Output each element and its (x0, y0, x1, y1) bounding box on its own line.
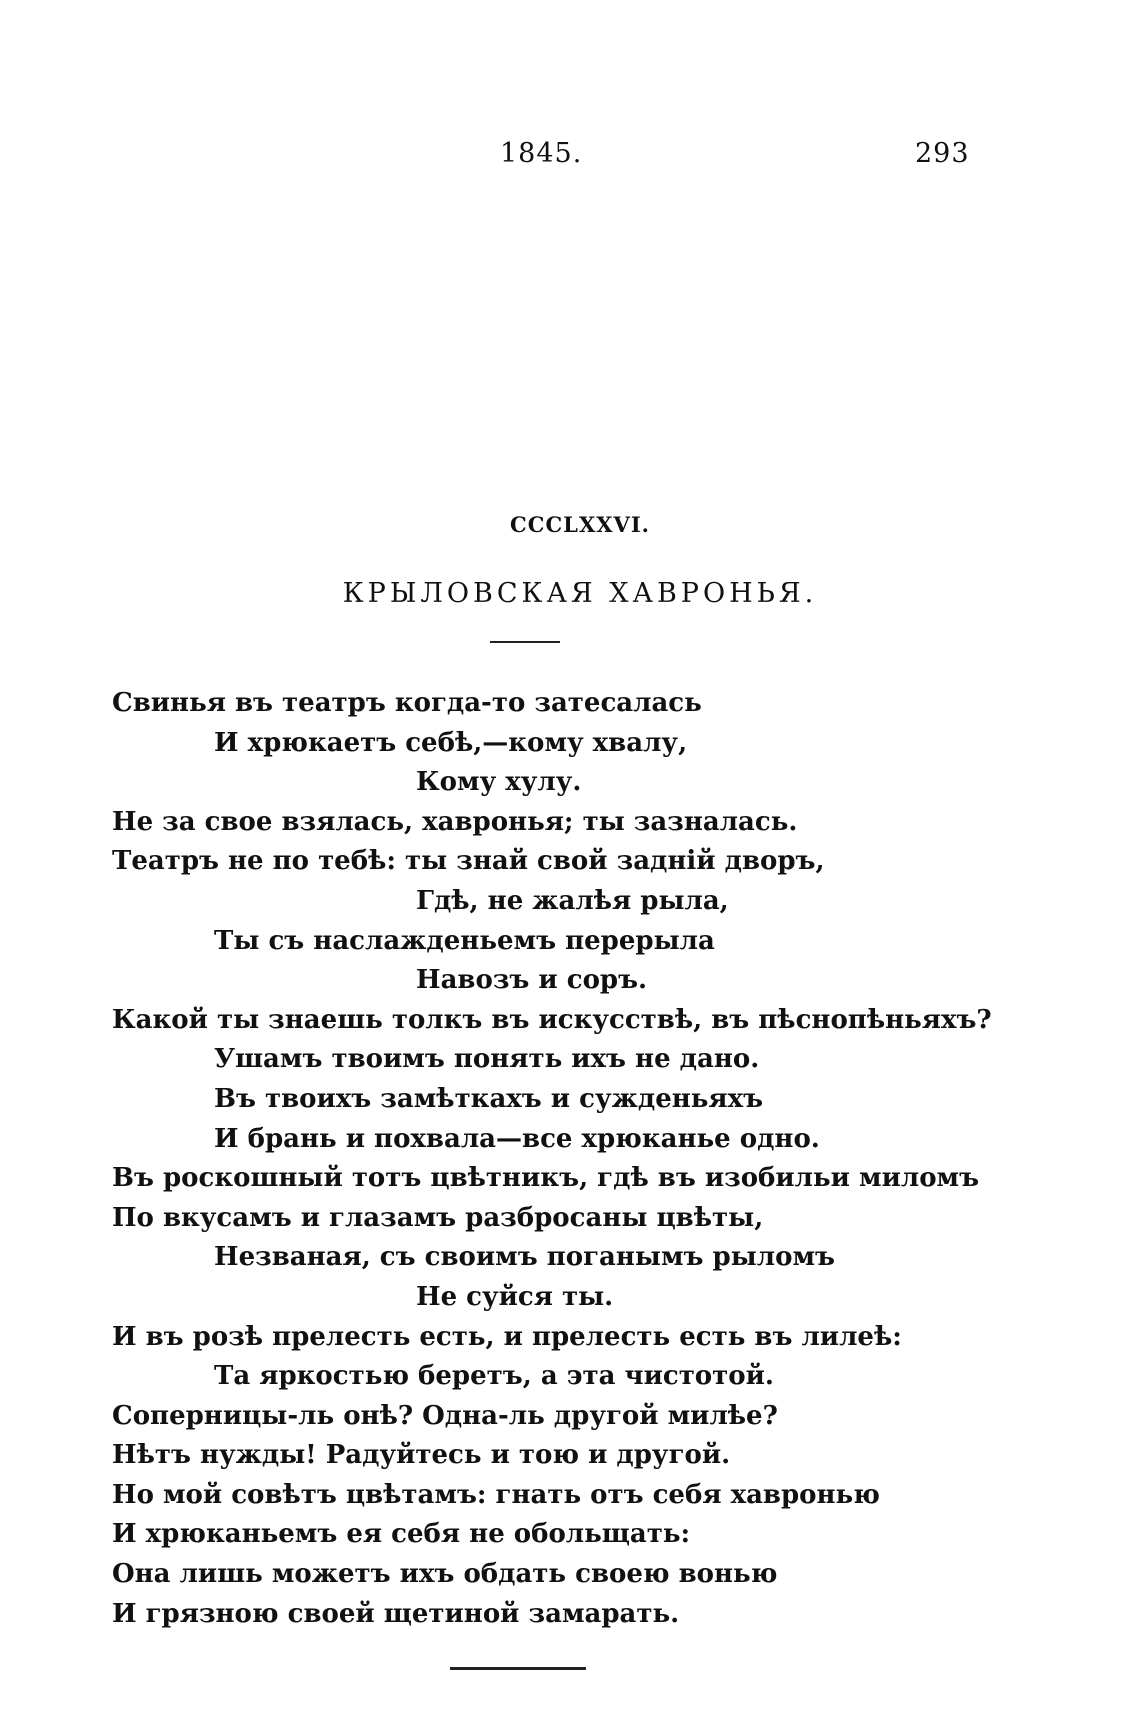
poem-line: Не за свое взялась, хавронья; ты зазналась. (112, 806, 798, 837)
poem-line: И хрюканьемъ ея себя не обольщать: (112, 1519, 691, 1550)
poem-line: Незваная, съ своимъ поганымъ рыломъ (214, 1242, 836, 1273)
poem-line: Навозъ и соръ. (416, 965, 648, 996)
poem-number: CCCLXXVI. (510, 512, 650, 537)
poem-line: Ушамъ твоимъ понять ихъ не дано. (214, 1044, 760, 1075)
poem-line: Какой ты знаешь толкъ въ искусствѣ, въ пѣснопѣньяхъ? (112, 1004, 992, 1035)
poem-line: Нѣтъ нужды! Радуйтесь и тою и другой. (112, 1440, 731, 1471)
poem-line: Не суйся ты. (416, 1281, 614, 1312)
poem-line: И грязною своей щетиной замарать. (112, 1598, 680, 1629)
poem-line: Театръ не по тебѣ: ты знай свой заднiй дворъ, (112, 846, 825, 877)
poem-line: Въ твоихъ замѣткахъ и сужденьяхъ (214, 1083, 764, 1114)
poem-line: Но мой совѣтъ цвѣтамъ: гнать отъ себя хавронью (112, 1479, 880, 1510)
poem-line: Та яркостью беретъ, а эта чистотой. (214, 1361, 774, 1392)
poem-title: КРЫЛОВСКАЯ ХАВРОНЬЯ. (342, 578, 818, 609)
poem-line: И брань и похвала—все хрюканье одно. (214, 1123, 820, 1154)
poem-line: Она лишь можетъ ихъ обдать своею вонью (112, 1559, 778, 1590)
poem-line: По вкусамъ и глазамъ разбросаны цвѣты, (112, 1202, 764, 1233)
running-header-year: 1845. (500, 138, 583, 169)
poem-line: И хрюкаетъ себѣ,—кому хвалу, (214, 727, 688, 758)
poem-line: Соперницы-ль онѣ? Одна-ль другой милѣе? (112, 1400, 778, 1431)
page-number: 293 (915, 138, 970, 169)
poem-body (112, 684, 1112, 1634)
end-divider (450, 1667, 586, 1670)
poem-line: И въ розѣ прелесть есть, и прелесть есть въ лилеѣ: (112, 1321, 902, 1352)
poem-line: Гдѣ, не жалѣя рыла, (416, 885, 729, 916)
poem-line: Свинья въ театръ когда-то затесалась (112, 688, 702, 718)
poem-line: Кому хулу. (416, 767, 582, 798)
poem-line: Въ роскошный тотъ цвѣтникъ, гдѣ въ изобильи миломъ (112, 1163, 980, 1194)
poem-line: Ты съ наслажденьемъ перерыла (214, 925, 715, 956)
title-divider (490, 641, 560, 643)
